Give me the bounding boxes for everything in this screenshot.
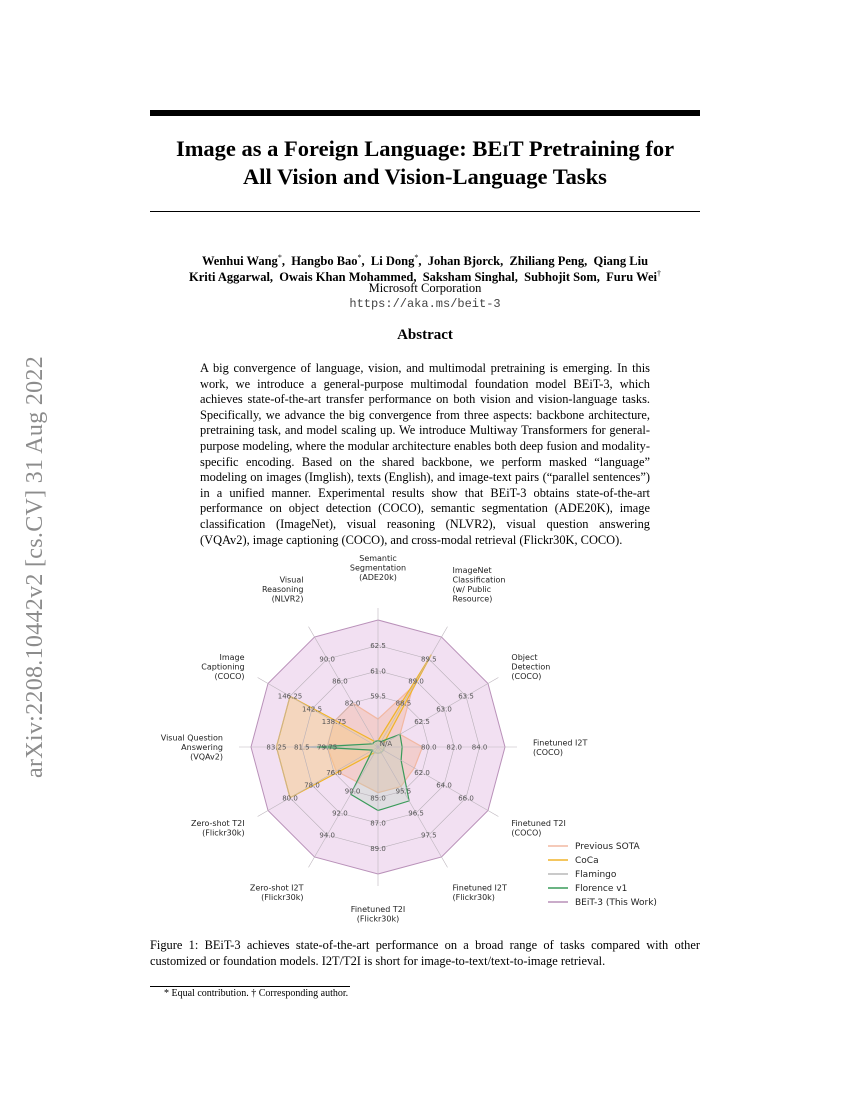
tick-label: 78.0 bbox=[304, 781, 320, 790]
axis-label: (COCO) bbox=[511, 672, 542, 681]
axis-label: (COCO) bbox=[214, 672, 245, 681]
axis-label: Captioning bbox=[201, 662, 245, 672]
tick-label: 76.0 bbox=[326, 768, 342, 777]
legend-label: BEiT-3 (This Work) bbox=[575, 898, 657, 908]
axis-label: Visual bbox=[279, 575, 304, 585]
tick-label: 87.0 bbox=[370, 819, 386, 828]
project-url[interactable]: https://aka.ms/beit-3 bbox=[349, 297, 501, 311]
axis-label: Image bbox=[219, 653, 245, 662]
affiliation: Microsoft Corporation bbox=[368, 281, 482, 295]
tick-label: 82.0 bbox=[446, 743, 462, 752]
tick-label: 90.0 bbox=[319, 655, 335, 664]
tick-label: 79.75 bbox=[317, 743, 338, 752]
legend-label: CoCa bbox=[575, 856, 599, 866]
axis-label: Reasoning bbox=[261, 585, 304, 595]
axis-label: ImageNet bbox=[452, 566, 492, 576]
axis-label: Zero-shot T2I bbox=[190, 818, 245, 828]
tick-label: 89.0 bbox=[408, 677, 424, 686]
author-name: Furu Wei bbox=[606, 270, 657, 285]
author-mark: * bbox=[414, 253, 419, 262]
axis-label: Finetuned T2I bbox=[511, 818, 566, 828]
axis-label: (Flickr30k) bbox=[356, 914, 400, 924]
author-mark: * bbox=[277, 253, 282, 262]
footnote-rule bbox=[150, 986, 350, 987]
tick-label: 82.0 bbox=[344, 699, 361, 708]
tick-label: 95.5 bbox=[395, 787, 412, 796]
axis-label: Semantic bbox=[359, 554, 397, 563]
axis-label: Detection bbox=[511, 662, 551, 672]
tick-label: 59.5 bbox=[370, 692, 386, 701]
tick-label: 146.25 bbox=[277, 692, 303, 701]
author-name: Kriti Aggarwal bbox=[189, 270, 270, 285]
tick-label: 85.0 bbox=[370, 794, 386, 803]
tick-label: 92.0 bbox=[332, 809, 348, 818]
legend-label: Florence v1 bbox=[575, 884, 628, 894]
tick-label: 142.5 bbox=[301, 705, 323, 714]
tick-label: 66.0 bbox=[458, 794, 474, 803]
axis-label: Zero-shot I2T bbox=[249, 883, 304, 893]
author-mark: * bbox=[357, 253, 362, 262]
tick-label: 61.0 bbox=[370, 667, 386, 676]
center-label: N/A bbox=[379, 740, 393, 748]
axis-label: (Flickr30k) bbox=[452, 892, 495, 902]
tick-label: 64.0 bbox=[436, 781, 452, 790]
tick-label: 62.0 bbox=[414, 768, 430, 777]
paper-title: Image as a Foreign Language: BEiT Pretraining for All Vision and Vision-Language Tasks bbox=[175, 136, 675, 189]
axis-label: (ADE20k) bbox=[359, 573, 397, 582]
legend-label: Flamingo bbox=[575, 870, 617, 880]
authors-line-2: Kriti Aggarwal, Owais Khan Mohammed, Saksham Singhal, Subhojit Som, Furu Wei† bbox=[189, 269, 661, 285]
author-name: Saksham Singhal bbox=[422, 270, 515, 285]
axis-label: (VQAv2) bbox=[190, 752, 223, 762]
tick-label: 97.5 bbox=[421, 831, 437, 840]
tick-label: 96.5 bbox=[408, 809, 424, 818]
author-name: Li Dong bbox=[370, 254, 415, 269]
abstract-text: A big convergence of language, vision, and multimodal pretraining is emerging. In this work, we introduce a general-purpose multimodal foundation model BEiT-3, which achieves state-of-the-art transfer performance on both vision and vision-language tasks. Specifically, we advance the big convergence from three aspects: backbone architecture, pretraining task, and model scaling up. We introduce Multiway Transformers for general-purpose modeling, where the modular architecture enables both deep fusion and modality-specific encoding. Based on the shared backbone, we perform masked “language” modeling on images (Imglish), texts (English), and image-text pairs (“parallel sentences”) in a unified manner. Experimental results show that BEiT-3 obtains state-of-the-art performance on object detection (COCO), semantic segmentation (ADE20K), image classification (ImageNet), visual reasoning (NLVR2), visual question answering (VQAv2), image captioning (COCO), and cross-modal retrieval (Flickr30K, COCO). bbox=[200, 361, 650, 547]
abstract-heading: Abstract bbox=[397, 327, 453, 343]
tick-label: 94.0 bbox=[319, 831, 335, 840]
tick-label: 88.5 bbox=[395, 699, 412, 708]
tick-label: 89.5 bbox=[421, 655, 437, 664]
author-name: Johan Bjorck bbox=[427, 254, 501, 269]
authors-line-1: Wenhui Wang*, Hangbo Bao*, Li Dong*, Johan Bjorck, Zhiliang Peng, Qiang Liu bbox=[201, 253, 649, 269]
axis-label: Finetuned T2I bbox=[350, 905, 406, 914]
axis-label: (Flickr30k) bbox=[261, 892, 304, 902]
tick-label: 63.0 bbox=[436, 705, 452, 714]
axis-label: (COCO) bbox=[511, 828, 542, 838]
axis-label: Classification bbox=[452, 575, 506, 585]
author-name: Subhojit Som bbox=[524, 270, 597, 285]
footnote: * Equal contribution. † Corresponding author. bbox=[164, 988, 349, 999]
axis-label: Visual Question bbox=[160, 733, 223, 743]
tick-label: 89.0 bbox=[370, 845, 386, 854]
axis-label: Answering bbox=[181, 743, 223, 752]
tick-label: 90.0 bbox=[344, 787, 361, 796]
axis-label: (w/ Public bbox=[452, 585, 492, 595]
axis-label: Finetuned I2T bbox=[533, 738, 588, 748]
axis-label: (COCO) bbox=[533, 747, 564, 757]
tick-label: 138.75 bbox=[321, 718, 347, 727]
tick-label: 86.0 bbox=[332, 677, 348, 686]
axis-label: (NLVR2) bbox=[271, 594, 304, 604]
tick-label: 62.5 bbox=[370, 641, 386, 650]
axis-label: Object bbox=[511, 653, 538, 662]
tick-label: 63.5 bbox=[458, 692, 474, 701]
tick-label: 80.0 bbox=[282, 794, 298, 803]
author-name: Owais Khan Mohammed bbox=[279, 270, 414, 285]
author-name: Wenhui Wang bbox=[201, 254, 278, 269]
tick-label: 80.0 bbox=[421, 743, 437, 752]
tick-label: 83.25 bbox=[266, 743, 287, 752]
legend-label: Previous SOTA bbox=[575, 842, 640, 852]
axis-label: Finetuned I2T bbox=[452, 883, 507, 893]
arxiv-stamp: arXiv:2208.10442v2 [cs.CV] 31 Aug 2022 bbox=[22, 355, 48, 778]
tick-label: 84.0 bbox=[471, 743, 488, 752]
figure-caption: Figure 1: BEiT-3 achieves state-of-the-art performance on a broad range of tasks compared with other customized or foundation models. I2T/T2I is short for image-to-text/text-to-image retrieval. bbox=[150, 938, 700, 968]
tick-label: 81.5 bbox=[294, 743, 310, 752]
author-mark: † bbox=[656, 269, 661, 278]
axis-label: Segmentation bbox=[349, 563, 407, 573]
author-name: Qiang Liu bbox=[593, 254, 649, 269]
tick-label: 62.5 bbox=[414, 718, 430, 727]
author-name: Hangbo Bao bbox=[291, 254, 358, 269]
axis-label: (Flickr30k) bbox=[202, 828, 245, 838]
author-name: Zhiliang Peng bbox=[509, 254, 585, 269]
axis-label: Resource) bbox=[452, 594, 493, 604]
